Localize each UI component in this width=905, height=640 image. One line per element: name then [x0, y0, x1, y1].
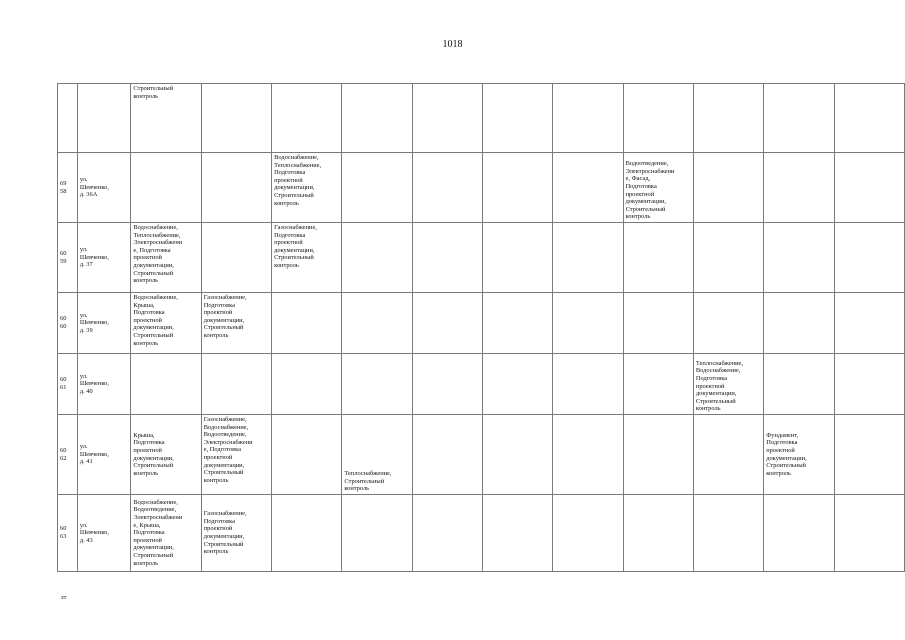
work-cell: Теплоснабжение, Водоснабжение, Подготовка проектной документации, Строительный контроль	[693, 354, 763, 415]
address-cell: ул. Шевченко, д. 36А	[77, 153, 131, 223]
work-cell	[693, 495, 763, 572]
work-cell	[693, 415, 763, 495]
work-cell	[623, 84, 693, 153]
work-cell	[623, 293, 693, 354]
work-cell	[201, 84, 271, 153]
footer-code: зт	[61, 594, 67, 601]
row-number-cell: 60 59	[58, 223, 78, 293]
table-row	[58, 84, 905, 153]
table-row	[58, 153, 905, 223]
work-cell: Теплоснабжение, Строительный контроль	[342, 415, 412, 495]
work-cell	[272, 354, 342, 415]
work-cell	[834, 354, 904, 415]
address-cell	[77, 84, 131, 153]
work-cell: Газоснабжение, Водоснабжение, Водоотведение, Электроснабжени е, Подготовка проектной документации, Строительный контроль	[201, 415, 271, 495]
work-cell	[553, 153, 623, 223]
work-cell	[834, 223, 904, 293]
work-cell	[342, 153, 412, 223]
work-cell	[553, 84, 623, 153]
work-cell: Водоснабжение, Крыша, Подготовка проектной документации, Строительный контроль	[131, 293, 201, 354]
work-cell	[272, 84, 342, 153]
work-cell	[342, 84, 412, 153]
work-cell	[483, 153, 553, 223]
work-cell: Водоснабжение, Теплоснабжение, Электроснабжени е, Подготовка проектной документации, Строительный контроль	[131, 223, 201, 293]
work-cell	[623, 495, 693, 572]
work-cell	[693, 223, 763, 293]
row-number-cell: 60 63	[58, 495, 78, 572]
work-cell: Водоснабжение, Теплоснабжение, Подготовка проектной документации, Строительный контроль	[272, 153, 342, 223]
table-row	[58, 223, 905, 293]
work-cell	[272, 415, 342, 495]
row-number-cell: 60 61	[58, 354, 78, 415]
work-cell	[412, 415, 482, 495]
work-cell	[342, 293, 412, 354]
work-cell	[553, 495, 623, 572]
address-cell: ул. Шевченко, д. 40	[77, 354, 131, 415]
work-cell	[553, 223, 623, 293]
work-cell	[412, 84, 482, 153]
work-cell	[764, 495, 834, 572]
work-cell	[412, 223, 482, 293]
work-cell	[201, 153, 271, 223]
work-cell	[201, 354, 271, 415]
work-cell	[272, 495, 342, 572]
work-cell	[342, 223, 412, 293]
work-cell	[623, 354, 693, 415]
work-cell	[412, 153, 482, 223]
row-number-cell: 69 58	[58, 153, 78, 223]
work-cell	[623, 415, 693, 495]
address-cell: ул. Шевченко, д. 39	[77, 293, 131, 354]
work-cell: Газоснабжение, Подготовка проектной документации, Строительный контроль	[201, 495, 271, 572]
work-cell	[834, 153, 904, 223]
works-schedule-table	[57, 83, 905, 572]
work-cell	[131, 354, 201, 415]
work-cell	[483, 415, 553, 495]
work-cell	[693, 293, 763, 354]
work-cell	[834, 293, 904, 354]
work-cell	[483, 84, 553, 153]
work-cell	[342, 354, 412, 415]
work-cell	[764, 293, 834, 354]
work-cell	[412, 293, 482, 354]
table-row	[58, 495, 905, 572]
work-cell	[764, 354, 834, 415]
work-cell	[553, 415, 623, 495]
work-cell: Газоснабжение, Подготовка проектной документации, Строительный контроль	[201, 293, 271, 354]
work-cell	[412, 495, 482, 572]
table-row	[58, 354, 905, 415]
work-cell	[342, 495, 412, 572]
address-cell: ул. Шевченко, д. 37	[77, 223, 131, 293]
work-cell	[834, 84, 904, 153]
work-cell	[693, 84, 763, 153]
work-cell	[764, 84, 834, 153]
address-cell: ул. Шевченко, д. 43	[77, 495, 131, 572]
work-cell	[834, 495, 904, 572]
work-cell	[764, 223, 834, 293]
work-cell	[483, 354, 553, 415]
work-cell	[483, 495, 553, 572]
work-cell	[201, 223, 271, 293]
work-cell	[834, 415, 904, 495]
work-cell	[483, 293, 553, 354]
address-cell: ул. Шевченко, д. 41	[77, 415, 131, 495]
work-cell: Газоснабжение, Подготовка проектной документации, Строительный контроль	[272, 223, 342, 293]
table-row	[58, 415, 905, 495]
work-cell	[483, 223, 553, 293]
work-cell	[412, 354, 482, 415]
work-cell	[693, 153, 763, 223]
work-cell: Строительный контроль	[131, 84, 201, 153]
page-number: 1018	[442, 39, 463, 50]
row-number-cell: 60 60	[58, 293, 78, 354]
work-cell: Фундамент, Подготовка проектной документации, Строительный контроль	[764, 415, 834, 495]
work-cell: Крыша, Подготовка проектной документации, Строительный контроль	[131, 415, 201, 495]
work-cell	[553, 293, 623, 354]
work-cell	[272, 293, 342, 354]
work-cell: Водоснабжение, Водоотведение, Электроснабжени е, Крыша, Подготовка проектной документации, Строительный контроль	[131, 495, 201, 572]
work-cell: Водоотведение, Электроснабжени е, Фасад, Подготовка проектной документации, Строительный контроль	[623, 153, 693, 223]
work-cell	[131, 153, 201, 223]
work-cell	[764, 153, 834, 223]
row-number-cell	[58, 84, 78, 153]
table-row	[58, 293, 905, 354]
work-cell	[623, 223, 693, 293]
row-number-cell: 60 62	[58, 415, 78, 495]
work-cell	[553, 354, 623, 415]
